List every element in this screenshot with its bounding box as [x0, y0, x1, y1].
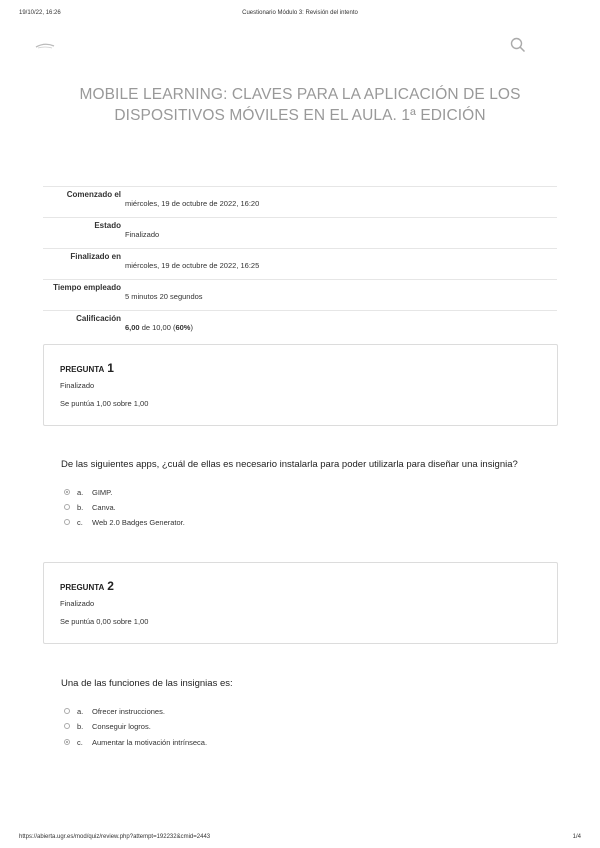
course-title: MOBILE LEARNING: CLAVES PARA LA APLICACIÓN DE LOS DISPOSITIVOS MÓVILES EN EL AULA. 1ª EDICIÓN	[79, 86, 521, 124]
option-letter: b.	[77, 502, 84, 512]
logo-icon[interactable]	[34, 40, 56, 50]
option-letter: c.	[77, 737, 83, 747]
question-info-card	[43, 562, 558, 644]
option-letter: a.	[77, 487, 84, 497]
summary-value: miércoles, 19 de octubre de 2022, 16:20	[125, 199, 260, 208]
search-icon[interactable]	[510, 37, 526, 53]
answer-option	[64, 721, 151, 731]
question-number: 1	[107, 361, 114, 375]
question-heading	[60, 579, 114, 593]
summary-row-time	[43, 279, 557, 310]
summary-row-finished	[43, 248, 557, 279]
summary-row-grade	[43, 310, 557, 341]
radio-button[interactable]	[64, 504, 70, 510]
page-number: 1/4	[572, 834, 581, 840]
print-title: Cuestionario Módulo 3: Revisión del intento	[242, 10, 358, 16]
question-score: Se puntúa 1,00 sobre 1,00	[60, 399, 149, 408]
option-text: Aumentar la motivación intrínseca.	[92, 737, 208, 747]
summary-row-state	[43, 217, 557, 248]
summary-label: Calificación	[76, 314, 121, 323]
grade-of: de 10,00 (	[139, 323, 176, 332]
grade-value: 6,00	[125, 323, 140, 332]
summary-value	[121, 311, 193, 341]
answer-option	[64, 737, 207, 747]
question-score: Se puntúa 0,00 sobre 1,00	[60, 617, 149, 626]
radio-button[interactable]	[64, 519, 70, 525]
radio-button[interactable]	[64, 723, 70, 729]
summary-row-started	[43, 186, 557, 217]
question-state: Finalizado	[60, 599, 95, 608]
print-date: 19/10/22, 16:26	[19, 10, 61, 16]
option-text: Web 2.0 Badges Generator.	[92, 517, 185, 527]
answer-option	[64, 517, 185, 527]
grade-close: )	[190, 323, 193, 332]
print-url: https://abierta.ugr.es/mod/quiz/review.php?attempt=192232&cmid=2443	[19, 834, 211, 840]
question-state: Finalizado	[60, 381, 95, 390]
radio-button[interactable]	[64, 489, 70, 495]
summary-value: 5 minutos 20 segundos	[125, 292, 203, 301]
option-text: Canva.	[92, 502, 116, 512]
question-label: PREGUNTA	[60, 365, 105, 374]
summary-label: Tiempo empleado	[53, 283, 121, 292]
answer-option	[64, 502, 116, 512]
summary-label: Finalizado en	[70, 252, 121, 261]
question-number: 2	[107, 579, 114, 593]
option-letter: c.	[77, 517, 83, 527]
question-text: De las siguientes apps, ¿cuál de ellas es necesario instalarla para poder utilizarla para diseñar una insignia?	[61, 459, 518, 470]
radio-button[interactable]	[64, 708, 70, 714]
summary-value: Finalizado	[125, 230, 160, 239]
summary-value: miércoles, 19 de octubre de 2022, 16:25	[125, 261, 260, 270]
option-letter: b.	[77, 721, 84, 731]
question-info-card	[43, 344, 558, 426]
question-label: PREGUNTA	[60, 583, 105, 592]
answer-option	[64, 487, 112, 497]
answer-option	[64, 706, 165, 716]
summary-label: Comenzado el	[66, 190, 121, 199]
option-text: Conseguir logros.	[92, 721, 151, 731]
grade-percent: 60%	[175, 323, 191, 332]
option-text: GIMP.	[92, 487, 113, 497]
option-letter: a.	[77, 706, 84, 716]
question-text: Una de las funciones de las insignias es:	[61, 678, 233, 689]
summary-label: Estado	[94, 221, 121, 230]
radio-button[interactable]	[64, 739, 70, 745]
option-text: Ofrecer instrucciones.	[92, 706, 165, 716]
attempt-summary	[43, 186, 557, 341]
question-heading	[60, 361, 114, 375]
